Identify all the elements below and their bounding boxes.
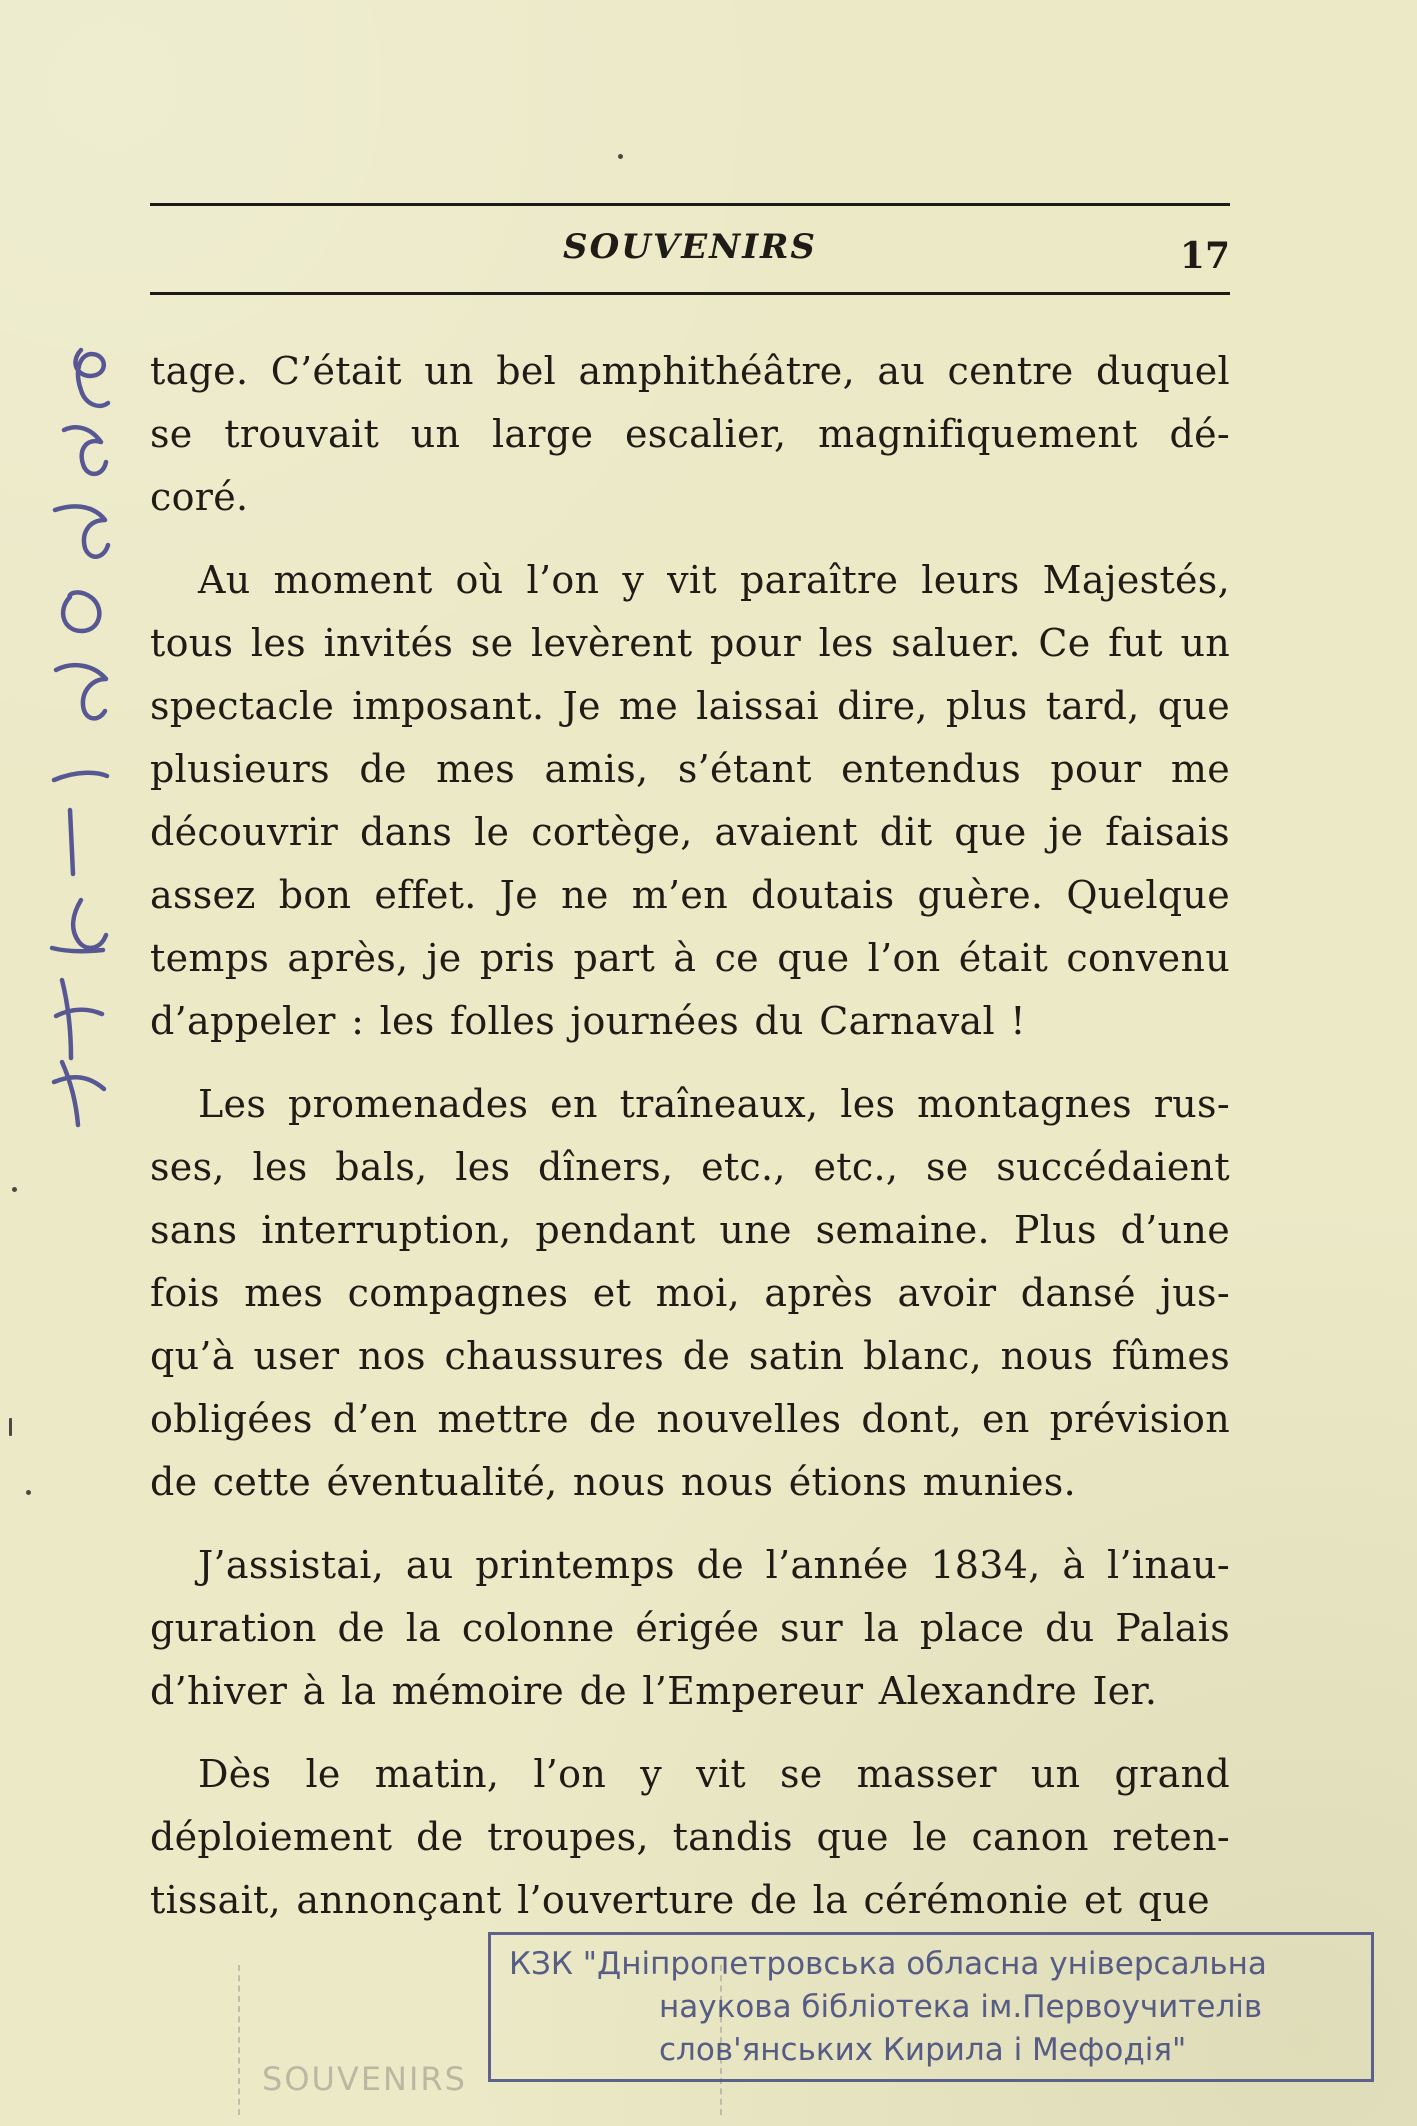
- main-text: [150, 340, 1230, 1952]
- library-stamp: [488, 1932, 1374, 2082]
- paper-mark: [9, 1418, 12, 1436]
- header-bottom-rule: [150, 292, 1230, 295]
- paper-spot: [12, 1187, 17, 1192]
- paragraph: Dès le matin, l’on y vit se masser un grand déploiement de troupes, tandis que le canon reten- tissait, annonçant l’ouverture de la cérémonie et que: [150, 1752, 1230, 1922]
- paper-spot: [26, 1490, 31, 1495]
- running-header: [150, 223, 1230, 275]
- page-number: 17: [1179, 235, 1230, 277]
- library-stamp-line-3: слов'янських Кирила і Мефодія": [659, 2032, 1187, 2068]
- header-top-rule: [150, 203, 1230, 206]
- library-stamp-line-1: КЗК "Дніпропетровська обласна універсальна: [509, 1946, 1267, 1982]
- paragraph: tage. C’était un bel amphithéâtre, au centre duquel se trouvait un large escalier, magnifiquement dé- coré.: [150, 349, 1230, 519]
- running-title: SOUVENIRS: [563, 227, 817, 267]
- paragraph: Au moment où l’on y vit paraître leurs Majestés, tous les invités se levèrent pour les saluer. Ce fut un spectacle imposant. Je me laissai dire, plus tard, que plusieurs de mes amis, s’étant entendus pour me découvrir dans le cortège, avaient dit que je faisais assez bon effet. Je ne m’en doutais guère. Quelque temps après, je pris part à ce que l’on était convenu d’appeler : les folles journées du Carnaval !: [150, 558, 1230, 1043]
- paragraph: J’assistai, au printemps de l’année 1834, à l’inau- guration de la colonne érigée sur la place du Palais d’hiver à la mémoire de l’Empereur Alexandre Ier.: [150, 1543, 1230, 1713]
- handwritten-accession-mark: [34, 340, 124, 1140]
- faded-stamp-text: SOUVENIRS: [262, 2060, 467, 2098]
- library-stamp-line-2: наукова бібліотека ім.Первоучителів: [659, 1989, 1263, 2025]
- paper-spot: [618, 154, 623, 159]
- paragraph: Les promenades en traîneaux, les montagnes rus- ses, les bals, les dîners, etc., etc., se succédaient sans interruption, pendant une semaine. Plus d’une fois mes compagnes et moi, après avoir dansé jus- qu’à user nos chaussures de satin blanc, nous fûmes obligées d’en mettre de nouvelles dont, en prévision de cette éventualité, nous nous étions munies.: [150, 1082, 1230, 1504]
